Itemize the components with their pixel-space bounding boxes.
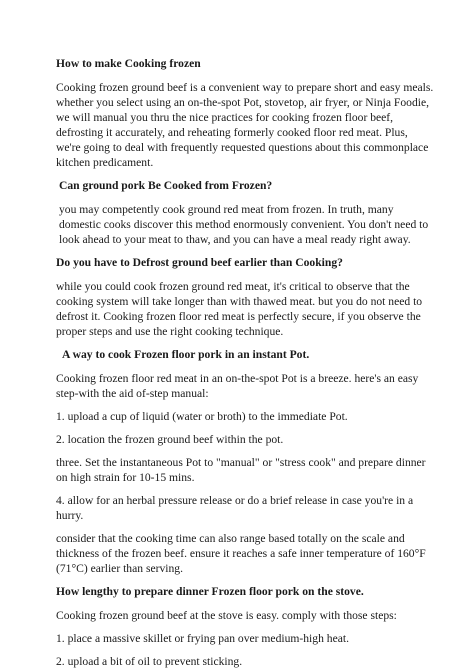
list-item: 1. place a massive skillet or frying pan over medium-high heat. bbox=[56, 632, 349, 645]
list-item: 2. upload a bit of oil to prevent sticking. bbox=[56, 655, 243, 668]
list-item: 4. allow for an herbal pressure release or do a brief release in case you're in a hurry. bbox=[56, 494, 414, 522]
section-paragraph: Cooking frozen floor red meat in an on-the-spot Pot is a breeze. here's an easy step-with the aid of-step manual: bbox=[56, 372, 419, 400]
section-paragraph: consider that the cooking time can also range based totally on the scale and thickness of the frozen beef. ensure it reaches a safe inner temperature of 160°F (71°C) earlier than serving. bbox=[56, 532, 426, 575]
section-heading: How lengthy to prepare dinner Frozen floor pork on the stove. bbox=[56, 585, 364, 598]
section-paragraph: Cooking frozen ground beef at the stove is easy. comply with those steps: bbox=[56, 609, 397, 622]
document-title: How to make Cooking frozen bbox=[56, 57, 201, 70]
intro-paragraph: Cooking frozen ground beef is a convenient way to prepare short and easy meals. whether you select using an on-the-spot Pot, stovetop, air fryer, or Ninja Foodie, we will manual you thru the nice practices for cooking frozen floor beef, defrosting it accurately, and reheating formerly cooked floor red meat. Plus, we're going to deal with frequently requested questions about this commonplace kitchen predicament. bbox=[56, 81, 434, 169]
section-heading: Can ground pork Be Cooked from Frozen? bbox=[59, 179, 273, 192]
list-item: 2. location the frozen ground beef within the pot. bbox=[56, 433, 284, 446]
section-heading: Do you have to Defrost ground beef earlier than Cooking? bbox=[56, 256, 343, 269]
section-heading: A way to cook Frozen floor pork in an instant Pot. bbox=[62, 348, 310, 361]
list-item: three. Set the instantaneous Pot to "manual" or "stress cook" and prepare dinner on high strain for 10-15 mins. bbox=[56, 456, 426, 484]
list-item: 1. upload a cup of liquid (water or broth) to the immediate Pot. bbox=[56, 410, 348, 423]
section-paragraph: while you could cook frozen ground red meat, it's critical to observe that the cooking system will take longer than with thawed meat. but you do not need to defrost it. Cooking frozen floor red meat is perfectly secure, if you observe the proper steps and use the right cooking technique. bbox=[56, 280, 423, 338]
section-paragraph: you may competently cook ground red meat from frozen. In truth, many domestic cooks discover this method enormously convenient. You don't need to look ahead to your meat to thaw, and you can have a meal ready right away. bbox=[59, 203, 429, 246]
